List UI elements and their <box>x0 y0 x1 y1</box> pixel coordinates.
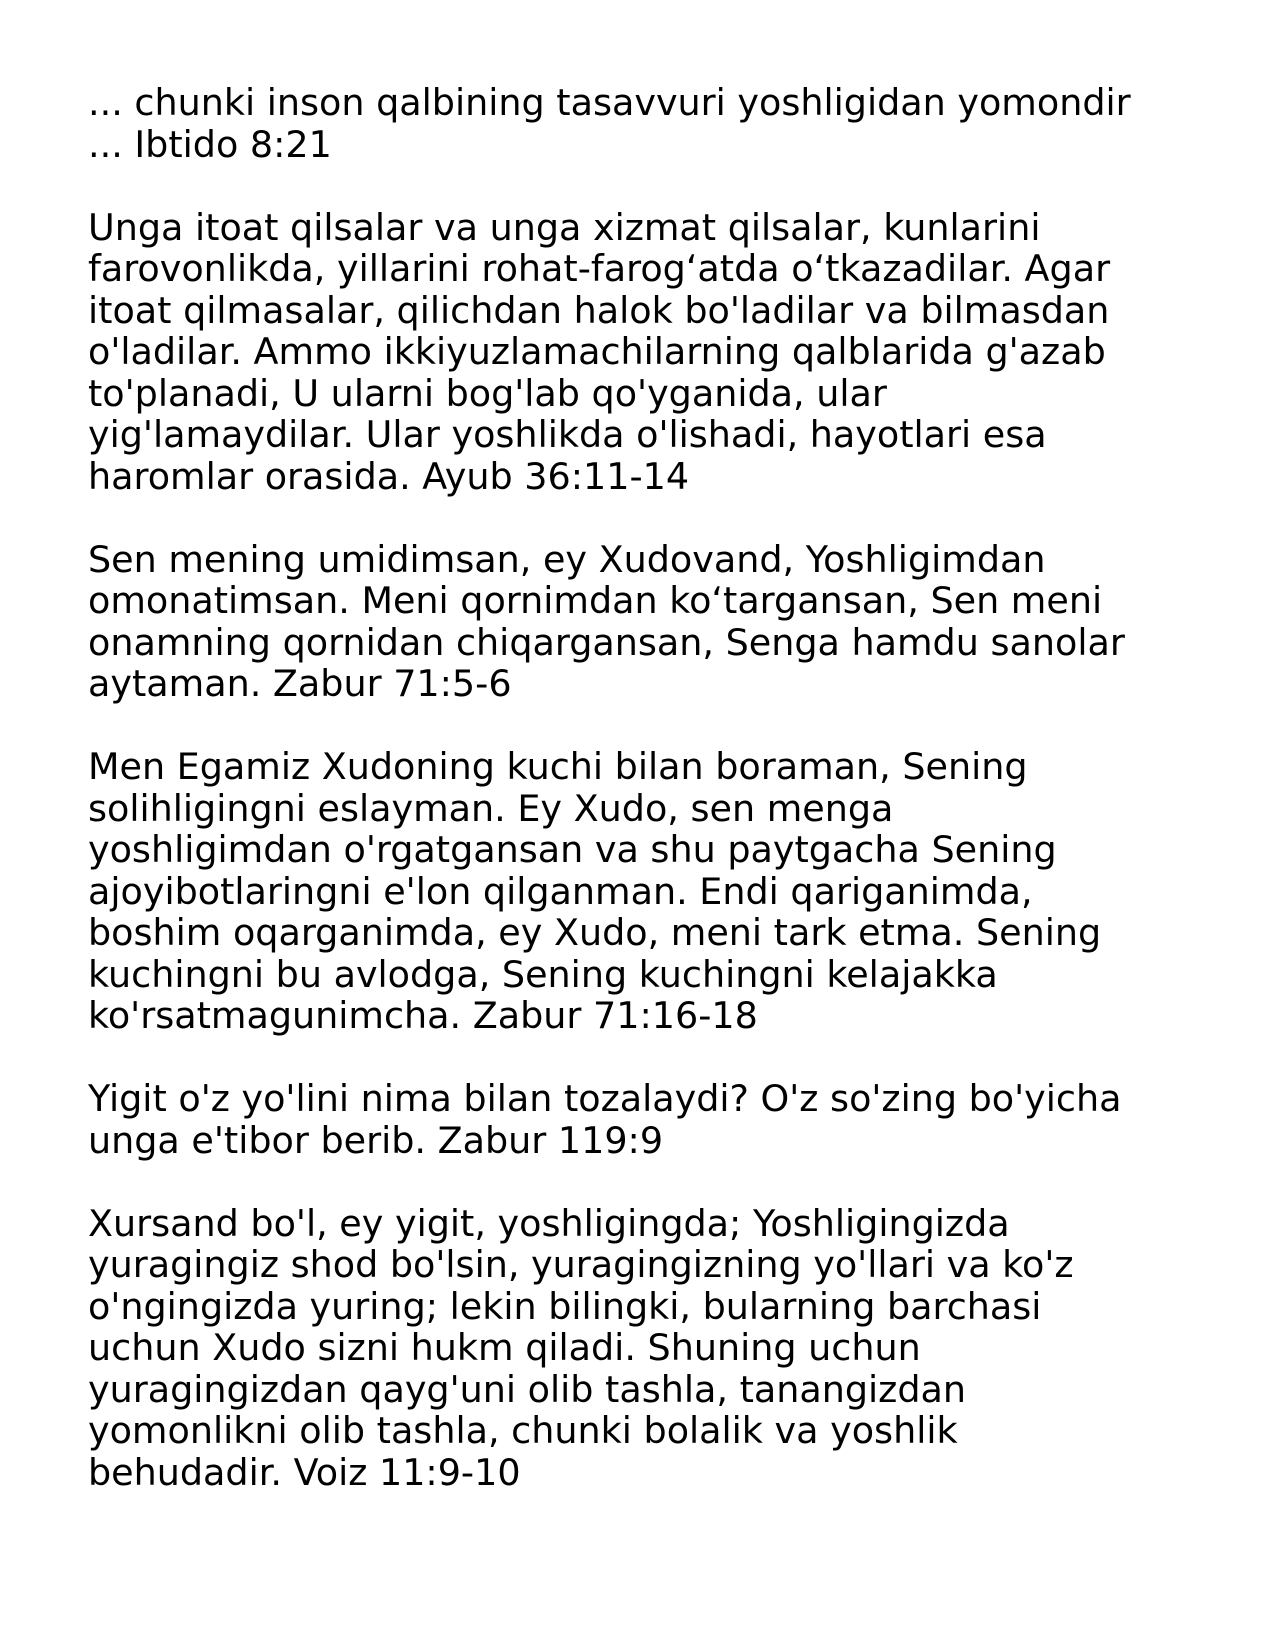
scripture-passage-5: Yigit o'z yo'lini nima bilan tozalaydi? O'z so'zing bo'yicha unga e'tibor berib. Zabur 119:9 <box>88 1077 1122 1162</box>
scripture-passage-1: ... chunki inson qalbining tasavvuri yoshligidan yomondir ... Ibtido 8:21 <box>88 81 1131 166</box>
document-page <box>88 82 1208 1535</box>
scripture-passage-3: Sen mening umidimsan, ey Xudovand, Yoshligimdan omonatimsan. Meni qornimdan ko‘targansan, Sen meni onamning qornidan chiqargansan, Senga hamdu sanolar aytaman. Zabur 71:5-6 <box>88 537 1125 705</box>
scripture-passage-4: Men Egamiz Xudoning kuchi bilan boraman, Sening solihligingni eslayman. Ey Xudo, sen menga yoshligimdan o'rgatgansan va shu paytgacha Sening ajoyibotlaringni e'lon qilganman. Endi qariganimda, boshim oqarganimda, ey Xudo, meni tark etma. Sening kuchingni bu avlodga, Sening kuchingni kelajakka ko'rsatmagunimcha. Zabur 71:16-18 <box>88 745 1102 1037</box>
scripture-passage-6: Xursand bo'l, ey yigit, yoshligingda; Yoshligingizda yuragingiz shod bo'lsin, yuragingizning yo'llari va ko'z o'ngingizda yuring; lekin bilingki, bularning barchasi uchun Xudo sizni hukm qiladi. Shuning uchun yuragingizdan qayg'uni olib tashla, tanangizdan yomonlikni olib tashla, chunki bolalik va yoshlik behudadir. Voiz 11:9-10 <box>88 1201 1074 1494</box>
scripture-passage-2: Unga itoat qilsalar va unga xizmat qilsalar, kunlarini farovonlikda, yillarini rohat-farog‘atda o‘tkazadilar. Agar itoat qilmasalar, qilichdan halok bo'ladilar va bilmasdan o'ladilar. Ammo ikkiyuzlamachilarning qalblarida g'azab to'planadi, U ularni bog'lab qo'yganida, ular yig'lamaydilar. Ular yoshlikda o'lishadi, hayotlari esa haromlar orasida. Ayub 36:11-14 <box>88 205 1111 498</box>
